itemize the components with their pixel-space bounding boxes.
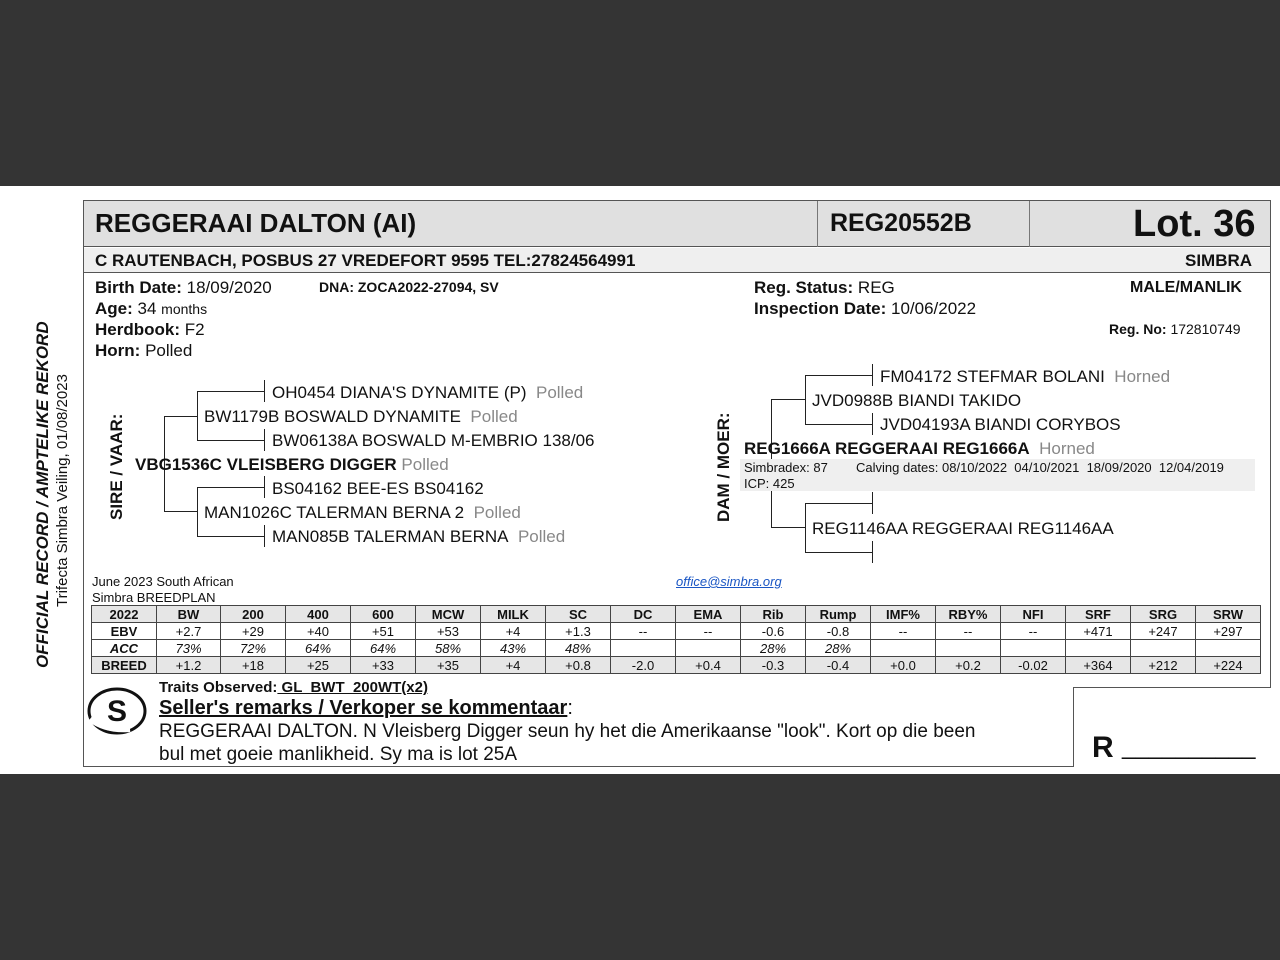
acc-cell: 73% <box>157 640 221 657</box>
breed-cell: +0.2 <box>936 657 1001 674</box>
remarks-line-1: REGGERAAI DALTON. N Vleisberg Digger seun hy het die Amerikaanse "look". Kort op die been <box>159 721 976 742</box>
breed-cell: BREED <box>92 657 157 674</box>
pedigree-line <box>197 487 265 488</box>
ebv-cell: +1.3 <box>546 623 611 640</box>
breed-cell: +212 <box>1131 657 1196 674</box>
breed-cell: +35 <box>416 657 481 674</box>
headers-cell: DC <box>611 606 676 623</box>
dam-dam: REG1146AA REGGERAAI REG1146AA <box>812 519 1114 538</box>
dam-label: DAM / MOER: <box>714 412 733 522</box>
breed-cell: +18 <box>221 657 286 674</box>
headers-cell: 200 <box>221 606 286 623</box>
breedplan-title-2: Simbra BREEDPLAN <box>92 590 216 605</box>
pedigree-line <box>197 391 198 441</box>
acc-cell: 64% <box>351 640 416 657</box>
pedigree-line <box>805 503 873 504</box>
sire-dam-sire: BS04162 BEE-ES BS04162 <box>272 479 484 498</box>
icp: ICP: 425 <box>744 476 795 491</box>
email-link[interactable]: office@simbra.org <box>676 574 782 589</box>
breed-cell: +0.0 <box>871 657 936 674</box>
sire-label: SIRE / VAAR: <box>107 413 126 520</box>
pedigree-line <box>164 511 198 512</box>
sex: MALE/MANLIK <box>1130 279 1242 296</box>
headers-cell: SRF <box>1066 606 1131 623</box>
headers-cell: EMA <box>676 606 741 623</box>
headers-cell: SRW <box>1196 606 1261 623</box>
remarks-line-2: bul met goeie manlikheid. Sy ma is lot 25A <box>159 744 518 765</box>
dam-sire: JVD0988B BIANDI TAKIDO <box>812 391 1022 410</box>
pedigree-line <box>197 391 265 392</box>
acc-cell <box>936 640 1001 657</box>
acc-cell: 48% <box>546 640 611 657</box>
headers-cell: Rib <box>741 606 806 623</box>
pedigree-line <box>197 536 265 537</box>
pedigree-line <box>771 527 806 528</box>
acc-cell: 43% <box>481 640 546 657</box>
rating-label: R <box>1092 731 1114 764</box>
headers-cell: BW <box>157 606 221 623</box>
acc-cell: 64% <box>286 640 351 657</box>
simbradex: Simbradex: 87 <box>744 460 828 475</box>
sire-name: VBG1536C VLEISBERG DIGGER Polled <box>135 455 449 474</box>
sire-dam-dam: MAN085B TALERMAN BERNA Polled <box>272 527 566 546</box>
headers-cell: Rump <box>806 606 871 623</box>
pedigree-line <box>264 429 265 451</box>
dam-name: REG1666A REGGERAAI REG1666A Horned <box>744 439 1095 458</box>
official-record-label: OFFICIAL RECORD / AMPTELIKE REKORD <box>33 321 52 668</box>
ebv-cell: +40 <box>286 623 351 640</box>
sire-sire-sire: OH0454 DIANA'S DYNAMITE (P) Polled <box>272 383 584 402</box>
acc-cell: 72% <box>221 640 286 657</box>
acc-cell: 28% <box>806 640 871 657</box>
breed-name: SIMBRA <box>1185 251 1253 270</box>
breed-cell: +33 <box>351 657 416 674</box>
pedigree-line <box>264 525 265 547</box>
pedigree-line <box>805 424 873 425</box>
headers-cell: SC <box>546 606 611 623</box>
ebv-cell: -0.8 <box>806 623 871 640</box>
ebv-cell: -- <box>1001 623 1066 640</box>
sire-dam: MAN1026C TALERMAN BERNA 2 Polled <box>204 503 521 522</box>
logo-letter: S <box>106 695 128 728</box>
ebv-header-row <box>92 606 1261 623</box>
acc-cell <box>611 640 676 657</box>
pedigree-line <box>264 380 265 402</box>
acc-cell: 28% <box>741 640 806 657</box>
ebv-cell: +4 <box>481 623 546 640</box>
breed-cell: -2.0 <box>611 657 676 674</box>
acc-row <box>92 640 1261 657</box>
headers-cell: MCW <box>416 606 481 623</box>
ebv-cell: -- <box>676 623 741 640</box>
ebv-cell: +471 <box>1066 623 1131 640</box>
traits-observed: Traits Observed: GL BWT 200WT(x2) <box>159 679 428 696</box>
ebv-cell: -- <box>611 623 676 640</box>
sire-sire-dam: BW06138A BOSWALD M-EMBRIO 138/06 <box>272 431 595 450</box>
age: Age: 34 months <box>95 299 208 318</box>
breed-cell: -0.3 <box>741 657 806 674</box>
dam-sire-dam: JVD04193A BIANDI CORYBOS <box>880 415 1121 434</box>
inspection-date: Inspection Date: 10/06/2022 <box>754 299 977 318</box>
ebv-cell: +29 <box>221 623 286 640</box>
owner-info: C RAUTENBACH, POSBUS 27 VREDEFORT 9595 TEL:27824564991 <box>95 251 636 270</box>
pedigree-line <box>805 375 873 376</box>
headers-cell: 600 <box>351 606 416 623</box>
lot-number: Lot. 36 <box>1133 203 1256 245</box>
headers-cell: IMF% <box>871 606 936 623</box>
pedigree-line <box>872 413 873 435</box>
breed-cell: +0.4 <box>676 657 741 674</box>
animal-name: REGGERAAI DALTON (AI) <box>95 208 417 238</box>
breedplan-title-1: June 2023 South African <box>92 574 234 589</box>
headers-cell: MILK <box>481 606 546 623</box>
title-separator <box>817 201 818 247</box>
ebv-cell: +2.7 <box>157 623 221 640</box>
ebv-cell: +53 <box>416 623 481 640</box>
acc-cell <box>1001 640 1066 657</box>
event-label: Trifecta Simbra Veiling, 01/08/2023 <box>54 374 71 607</box>
ebv-cell: -- <box>871 623 936 640</box>
pedigree-line <box>197 440 265 441</box>
herdbook: Herdbook: F2 <box>95 320 205 339</box>
ebv-cell: -- <box>936 623 1001 640</box>
breed-cell: +364 <box>1066 657 1131 674</box>
pedigree-line <box>872 541 873 563</box>
birth-date: Birth Date: 18/09/2020 <box>95 278 272 297</box>
ebv-cell: -0.6 <box>741 623 806 640</box>
headers-cell: 2022 <box>92 606 157 623</box>
reg-number: Reg. No: 172810749 <box>1109 321 1241 337</box>
pedigree-line <box>197 487 198 537</box>
ebv-cell: EBV <box>92 623 157 640</box>
pedigree-line <box>872 364 873 386</box>
rating-field[interactable]: __________ <box>1122 733 1256 760</box>
acc-cell: ACC <box>92 640 157 657</box>
acc-cell <box>1066 640 1131 657</box>
ebv-cell: +51 <box>351 623 416 640</box>
breed-row <box>92 657 1261 674</box>
pedigree-line <box>872 492 873 514</box>
breed-cell: -0.02 <box>1001 657 1066 674</box>
ebv-row <box>92 623 1261 640</box>
ebv-cell: +297 <box>1196 623 1261 640</box>
headers-cell: NFI <box>1001 606 1066 623</box>
breed-cell: -0.4 <box>806 657 871 674</box>
breed-cell: +4 <box>481 657 546 674</box>
pedigree-line <box>805 503 806 553</box>
headers-cell: 400 <box>286 606 351 623</box>
horn: Horn: Polled <box>95 341 193 360</box>
reg-status: Reg. Status: REG <box>754 278 895 297</box>
title-separator <box>1029 201 1030 247</box>
pedigree-line <box>771 399 806 400</box>
pedigree-line <box>264 476 265 498</box>
sire-sire: BW1179B BOSWALD DYNAMITE Polled <box>204 407 518 426</box>
acc-cell <box>676 640 741 657</box>
breed-cell: +0.8 <box>546 657 611 674</box>
reg-code: REG20552B <box>830 209 972 237</box>
headers-cell: SRG <box>1131 606 1196 623</box>
breed-cell: +224 <box>1196 657 1261 674</box>
ebv-cell: +247 <box>1131 623 1196 640</box>
pedigree-line <box>164 416 198 417</box>
seller-remarks-title: Seller's remarks / Verkoper se kommentaar: <box>159 697 573 719</box>
dam-sire-sire: FM04172 STEFMAR BOLANI Horned <box>880 367 1171 386</box>
pedigree-line <box>805 552 873 553</box>
calving-dates: Calving dates: 08/10/2022 04/10/2021 18/09/2020 12/04/2019 <box>856 460 1224 475</box>
breed-cell: +1.2 <box>157 657 221 674</box>
acc-cell: 58% <box>416 640 481 657</box>
acc-cell <box>1196 640 1261 657</box>
headers-cell: RBY% <box>936 606 1001 623</box>
dna-info: DNA: ZOCA2022-27094, SV <box>319 279 499 295</box>
breed-cell: +25 <box>286 657 351 674</box>
pedigree-line <box>805 375 806 425</box>
acc-cell <box>871 640 936 657</box>
ebv-table <box>91 605 1261 674</box>
acc-cell <box>1131 640 1196 657</box>
simbra-logo-icon <box>86 685 148 737</box>
